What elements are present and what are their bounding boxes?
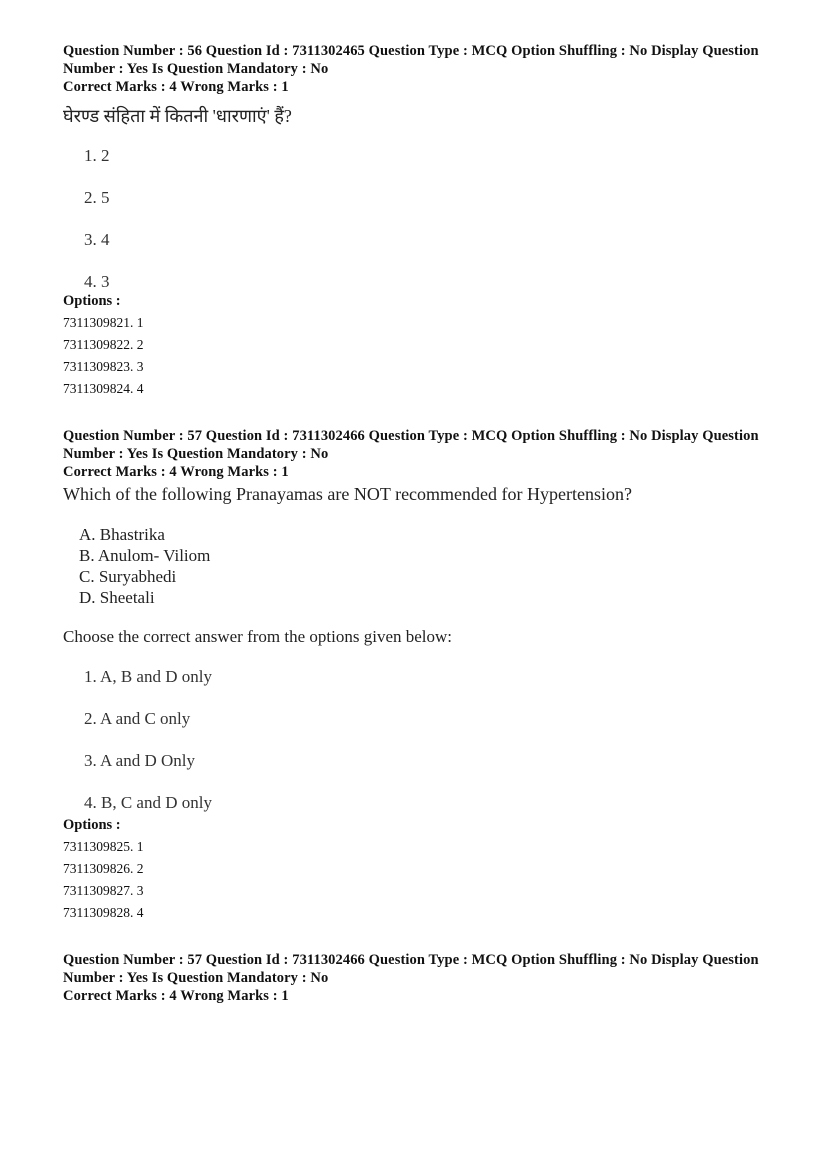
- choice-item: 4. B, C and D only: [84, 793, 212, 812]
- meta-line: Question Number : 57 Question Id : 7311302466 Question Type : MCQ Option Shuffling : No Display Question: [63, 952, 759, 968]
- options-label: Options :: [63, 293, 121, 309]
- choice-item: 1. 2: [84, 146, 110, 165]
- instruction-text: Choose the correct answer from the options given below:: [63, 627, 453, 646]
- option-row: 7311309823. 3: [63, 359, 144, 374]
- marks-line: Correct Marks : 4 Wrong Marks : 1: [63, 79, 289, 95]
- meta-line: Question Number : 57 Question Id : 7311302466 Question Type : MCQ Option Shuffling : No Display Question: [63, 428, 759, 444]
- option-row: 7311309825. 1: [63, 839, 144, 854]
- option-row: 7311309827. 3: [63, 883, 144, 898]
- statement-item: A. Bhastrika: [79, 525, 165, 544]
- choice-item: 4. 3: [84, 272, 110, 291]
- question-57b-meta: [63, 951, 773, 1005]
- meta-line: Number : Yes Is Question Mandatory : No: [63, 61, 329, 77]
- question-56-meta: [63, 42, 773, 96]
- question-57-meta: [63, 427, 773, 481]
- question-57-text: Which of the following Pranayamas are NOT recommended for Hypertension?: [63, 484, 632, 504]
- options-label: Options :: [63, 817, 121, 833]
- choice-item: 3. A and D Only: [84, 751, 195, 770]
- meta-line: Number : Yes Is Question Mandatory : No: [63, 446, 329, 462]
- choice-item: 3. 4: [84, 230, 110, 249]
- statement-item: C. Suryabhedi: [79, 567, 177, 586]
- choice-item: 2. 5: [84, 188, 110, 207]
- option-row: 7311309824. 4: [63, 381, 144, 396]
- meta-line: Question Number : 56 Question Id : 7311302465 Question Type : MCQ Option Shuffling : No Display Question: [63, 43, 759, 59]
- statement-item: B. Anulom- Viliom: [79, 546, 211, 565]
- choice-item: 2. A and C only: [84, 709, 191, 728]
- marks-line: Correct Marks : 4 Wrong Marks : 1: [63, 464, 289, 480]
- option-row: 7311309828. 4: [63, 905, 144, 920]
- option-row: 7311309826. 2: [63, 861, 144, 876]
- statement-item: D. Sheetali: [79, 588, 155, 607]
- choice-item: 1. A, B and D only: [84, 667, 212, 686]
- meta-line: Number : Yes Is Question Mandatory : No: [63, 970, 329, 986]
- question-56-text: घेरण्ड संहिता में कितनी 'धारणाएं' हैं?: [63, 106, 292, 126]
- option-row: 7311309821. 1: [63, 315, 144, 330]
- option-row: 7311309822. 2: [63, 337, 144, 352]
- marks-line: Correct Marks : 4 Wrong Marks : 1: [63, 988, 289, 1004]
